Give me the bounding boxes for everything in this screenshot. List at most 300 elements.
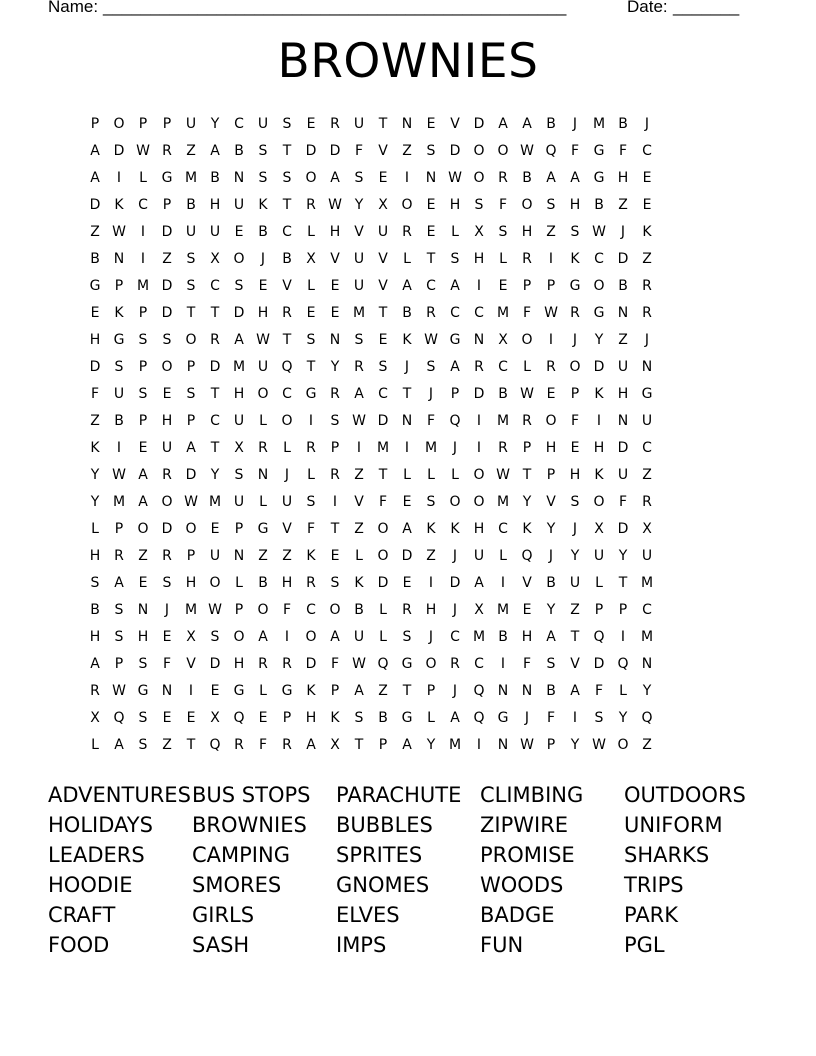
grid-letter: W [496, 467, 510, 483]
grid-letter: E [162, 386, 172, 402]
grid-letter: S [138, 656, 148, 672]
grid-letter: U [209, 548, 221, 564]
grid-letter: R [402, 602, 412, 618]
grid-letter: T [618, 575, 628, 591]
grid-letter: S [90, 575, 100, 591]
grid-letter: M [496, 305, 510, 321]
grid-letter: S [186, 278, 196, 294]
grid-letter: E [162, 710, 172, 726]
grid-letter: S [354, 170, 364, 186]
grid-letter: P [330, 683, 340, 699]
grid-letter: S [138, 710, 148, 726]
grid-letter: T [354, 737, 364, 753]
grid-letter: E [306, 305, 316, 321]
grid-letter: U [233, 197, 245, 213]
grid-letter: W [352, 413, 366, 429]
grid-letter: Z [426, 548, 436, 564]
grid-letter: O [521, 197, 533, 213]
grid-letter: U [473, 548, 485, 564]
grid-letter: N [257, 467, 269, 483]
grid-letter: X [498, 332, 508, 348]
grid-letter: P [546, 467, 556, 483]
word-list-item: PGL [624, 933, 665, 957]
grid-letter: V [354, 224, 364, 240]
grid-letter: K [90, 440, 100, 456]
grid-letter: F [426, 413, 436, 429]
grid-letter: L [403, 251, 411, 267]
grid-letter: Y [330, 359, 340, 375]
grid-letter: J [284, 467, 290, 483]
grid-letter: T [210, 440, 220, 456]
grid-letter: A [402, 737, 412, 753]
grid-letter: T [282, 143, 292, 159]
grid-letter: B [546, 575, 556, 591]
grid-letter: K [450, 521, 460, 537]
grid-letter: E [330, 305, 340, 321]
grid-letter: C [642, 143, 652, 159]
grid-letter: G [113, 332, 125, 348]
grid-letter: E [378, 332, 388, 348]
grid-letter: S [426, 359, 436, 375]
grid-letter: V [570, 656, 580, 672]
grid-letter: H [329, 224, 341, 240]
grid-letter: L [499, 251, 507, 267]
grid-letter: L [259, 413, 267, 429]
grid-letter: S [114, 629, 124, 645]
grid-letter: I [476, 737, 482, 753]
grid-letter: E [306, 116, 316, 132]
grid-letter: Z [642, 251, 652, 267]
grid-letter: V [282, 521, 292, 537]
grid-letter: Q [521, 548, 533, 564]
grid-letter: E [210, 683, 220, 699]
grid-letter: L [259, 683, 267, 699]
grid-letter: D [377, 413, 389, 429]
grid-letter: T [210, 386, 220, 402]
grid-letter: E [498, 278, 508, 294]
grid-letter: R [330, 386, 340, 402]
grid-letter: D [377, 575, 389, 591]
grid-letter: M [592, 116, 606, 132]
grid-letter: R [522, 251, 532, 267]
grid-letter: I [308, 413, 314, 429]
grid-letter: L [379, 629, 387, 645]
grid-letter: A [258, 629, 268, 645]
grid-letter: P [330, 440, 340, 456]
grid-letter: K [354, 575, 364, 591]
grid-row [83, 408, 731, 435]
grid-letter: Z [378, 683, 388, 699]
grid-letter: F [618, 143, 628, 159]
grid-letter: P [138, 116, 148, 132]
grid-letter: P [90, 116, 100, 132]
grid-letter: W [112, 683, 126, 699]
grid-letter: C [306, 602, 316, 618]
grid-letter: S [450, 251, 460, 267]
word-list-item: ADVENTURES [48, 783, 191, 807]
grid-letter: D [449, 143, 461, 159]
grid-letter: C [474, 305, 484, 321]
word-list-item: HOLIDAYS [48, 813, 153, 837]
word-list-item: GNOMES [336, 873, 430, 897]
grid-letter: C [450, 629, 460, 645]
grid-letter: G [401, 710, 413, 726]
word-list-item: BROWNIES [192, 813, 307, 837]
grid-letter: C [282, 386, 292, 402]
grid-letter: E [642, 170, 652, 186]
grid-letter: W [592, 737, 606, 753]
grid-letter: A [402, 521, 412, 537]
grid-letter: U [257, 116, 269, 132]
grid-letter: A [354, 683, 364, 699]
grid-letter: G [305, 386, 317, 402]
grid-letter: X [186, 629, 196, 645]
grid-letter: T [402, 386, 412, 402]
grid-letter: V [330, 251, 340, 267]
grid-letter: Z [258, 548, 268, 564]
word-list-item: FUN [480, 933, 524, 957]
grid-letter: U [617, 359, 629, 375]
grid-letter: H [281, 575, 293, 591]
grid-letter: E [402, 575, 412, 591]
grid-letter: S [498, 224, 508, 240]
grid-letter: O [329, 602, 341, 618]
grid-letter: U [257, 359, 269, 375]
grid-letter: O [425, 656, 437, 672]
grid-letter: L [91, 737, 99, 753]
grid-letter: A [546, 170, 556, 186]
grid-letter: A [90, 143, 100, 159]
grid-letter: Q [593, 629, 605, 645]
grid-letter: N [113, 251, 125, 267]
grid-letter: O [281, 413, 293, 429]
grid-letter: A [570, 170, 580, 186]
grid-letter: R [162, 548, 172, 564]
grid-letter: K [426, 521, 436, 537]
grid-letter: A [306, 737, 316, 753]
grid-letter: R [642, 305, 652, 321]
grid-letter: M [208, 494, 222, 510]
grid-letter: K [258, 197, 268, 213]
grid-letter: O [377, 521, 389, 537]
grid-letter: A [450, 278, 460, 294]
grid-letter: N [617, 305, 629, 321]
grid-letter: P [138, 413, 148, 429]
grid-letter: L [307, 224, 315, 240]
grid-letter: D [449, 575, 461, 591]
grid-row [83, 327, 731, 354]
grid-letter: N [497, 737, 509, 753]
grid-letter: O [257, 386, 269, 402]
grid-letter: H [521, 629, 533, 645]
grid-letter: R [522, 413, 532, 429]
grid-letter: I [428, 575, 434, 591]
grid-letter: L [283, 440, 291, 456]
grid-letter: R [282, 737, 292, 753]
grid-letter: E [258, 710, 268, 726]
grid-letter: X [594, 521, 604, 537]
grid-letter: M [352, 305, 366, 321]
grid-letter: U [353, 116, 365, 132]
grid-letter: P [570, 386, 580, 402]
word-list-item: SASH [192, 933, 250, 957]
page-title: BROWNIES [277, 34, 539, 89]
grid-letter: T [378, 305, 388, 321]
grid-letter: M [496, 494, 510, 510]
grid-letter: I [404, 170, 410, 186]
grid-letter: B [618, 116, 628, 132]
grid-letter: Y [570, 737, 580, 753]
grid-letter: L [91, 521, 99, 537]
grid-letter: D [473, 386, 485, 402]
grid-letter: H [521, 224, 533, 240]
grid-row [83, 246, 731, 273]
grid-letter: H [161, 413, 173, 429]
word-list-item: LEADERS [48, 843, 145, 867]
grid-letter: S [474, 197, 484, 213]
grid-letter: Z [402, 143, 412, 159]
grid-letter: U [209, 224, 221, 240]
grid-letter: C [474, 656, 484, 672]
grid-letter: H [89, 548, 101, 564]
grid-row [83, 273, 731, 300]
grid-letter: G [641, 386, 653, 402]
grid-letter: I [596, 413, 602, 429]
grid-letter: S [258, 143, 268, 159]
grid-letter: I [476, 413, 482, 429]
grid-letter: D [113, 143, 125, 159]
grid-letter: J [404, 359, 410, 375]
grid-letter: I [116, 170, 122, 186]
grid-letter: S [114, 602, 124, 618]
grid-letter: R [498, 170, 508, 186]
grid-letter: A [330, 170, 340, 186]
grid-letter: R [306, 575, 316, 591]
grid-letter: H [569, 197, 581, 213]
grid-letter: V [522, 575, 532, 591]
grid-letter: Q [473, 710, 485, 726]
grid-letter: E [522, 602, 532, 618]
grid-letter: S [258, 170, 268, 186]
word-list-item: SHARKS [624, 843, 710, 867]
grid-letter: J [452, 440, 458, 456]
name-blank: _________________________________________________ [103, 0, 567, 16]
grid-letter: A [90, 170, 100, 186]
grid-letter: E [210, 521, 220, 537]
grid-letter: L [451, 224, 459, 240]
grid-letter: I [620, 629, 626, 645]
grid-letter: O [305, 170, 317, 186]
date-label: Date: [627, 0, 668, 16]
grid-letter: A [522, 116, 532, 132]
grid-letter: F [498, 197, 508, 213]
grid-letter: H [137, 629, 149, 645]
grid-letter: D [185, 467, 197, 483]
grid-letter: B [522, 170, 532, 186]
grid-letter: Y [426, 737, 436, 753]
grid-letter: N [641, 359, 653, 375]
grid-letter: D [305, 143, 317, 159]
word-list-item: TRIPS [624, 873, 684, 897]
grid-letter: C [138, 197, 148, 213]
grid-letter: L [259, 494, 267, 510]
grid-letter: O [473, 494, 485, 510]
grid-letter: S [138, 332, 148, 348]
grid-letter: E [570, 440, 580, 456]
word-list-item: HOODIE [48, 873, 133, 897]
grid-letter: Z [618, 197, 628, 213]
grid-letter: F [90, 386, 100, 402]
grid-letter: W [424, 332, 438, 348]
grid-letter: V [186, 656, 196, 672]
grid-letter: Z [354, 521, 364, 537]
grid-letter: I [332, 494, 338, 510]
grid-letter: Q [617, 656, 629, 672]
grid-letter: R [330, 116, 340, 132]
word-list [48, 780, 768, 960]
grid-letter: U [641, 548, 653, 564]
grid-letter: J [620, 224, 626, 240]
grid-letter: P [114, 656, 124, 672]
grid-letter: S [114, 359, 124, 375]
grid-letter: O [593, 494, 605, 510]
grid-letter: B [618, 278, 628, 294]
grid-letter: U [353, 251, 365, 267]
grid-letter: O [545, 413, 557, 429]
grid-row [83, 300, 731, 327]
grid-row [83, 570, 731, 597]
grid-letter: R [402, 224, 412, 240]
grid-letter: D [161, 521, 173, 537]
word-list-item: BADGE [480, 903, 555, 927]
grid-row [83, 435, 731, 462]
grid-letter: F [330, 656, 340, 672]
grid-letter: R [282, 305, 292, 321]
grid-letter: F [306, 521, 316, 537]
grid-letter: Y [546, 602, 556, 618]
grid-letter: L [523, 359, 531, 375]
grid-letter: H [257, 305, 269, 321]
grid-letter: E [546, 386, 556, 402]
grid-letter: J [548, 548, 554, 564]
grid-letter: X [234, 440, 244, 456]
grid-letter: E [330, 278, 340, 294]
grid-letter: G [593, 143, 605, 159]
grid-letter: Q [233, 710, 245, 726]
grid-letter: D [401, 548, 413, 564]
grid-letter: N [233, 548, 245, 564]
grid-letter: P [114, 521, 124, 537]
grid-letter: Y [618, 710, 628, 726]
grid-letter: A [354, 386, 364, 402]
grid-letter: V [450, 116, 460, 132]
grid-letter: P [618, 602, 628, 618]
grid-letter: P [186, 548, 196, 564]
grid-letter: H [473, 251, 485, 267]
grid-letter: X [474, 224, 484, 240]
grid-letter: A [330, 629, 340, 645]
grid-letter: Z [618, 332, 628, 348]
grid-letter: F [618, 494, 628, 510]
grid-letter: E [162, 629, 172, 645]
grid-letter: Q [281, 359, 293, 375]
grid-letter: S [282, 116, 292, 132]
grid-letter: H [89, 629, 101, 645]
grid-letter: K [114, 305, 124, 321]
grid-letter: J [644, 332, 650, 348]
grid-letter: C [594, 251, 604, 267]
grid-letter: Q [449, 413, 461, 429]
grid-letter: T [186, 305, 196, 321]
word-list-item: SPRITES [336, 843, 423, 867]
grid-letter: T [426, 251, 436, 267]
grid-letter: K [570, 251, 580, 267]
grid-letter: Z [162, 737, 172, 753]
grid-letter: S [402, 629, 412, 645]
grid-letter: B [258, 224, 268, 240]
grid-letter: F [354, 143, 364, 159]
grid-letter: B [90, 251, 100, 267]
grid-letter: R [306, 440, 316, 456]
grid-letter: H [425, 602, 437, 618]
grid-letter: R [90, 683, 100, 699]
grid-letter: Y [210, 467, 220, 483]
grid-letter: I [404, 440, 410, 456]
grid-letter: O [185, 521, 197, 537]
grid-row [83, 489, 731, 516]
grid-letter: J [452, 602, 458, 618]
grid-letter: J [452, 683, 458, 699]
grid-letter: Q [113, 710, 125, 726]
grid-letter: D [89, 197, 101, 213]
grid-letter: R [426, 305, 436, 321]
grid-letter: G [401, 656, 413, 672]
grid-letter: G [281, 683, 293, 699]
grid-letter: G [569, 278, 581, 294]
grid-letter: E [426, 224, 436, 240]
grid-letter: R [234, 737, 244, 753]
grid-letter: Y [642, 683, 652, 699]
grid-letter: M [472, 629, 486, 645]
grid-row [83, 138, 731, 165]
grid-letter: B [354, 602, 364, 618]
word-list-item: PARACHUTE [336, 783, 462, 807]
grid-letter: U [593, 548, 605, 564]
grid-letter: J [428, 629, 434, 645]
grid-letter: S [426, 494, 436, 510]
grid-letter: M [112, 494, 126, 510]
grid-letter: S [234, 467, 244, 483]
grid-letter: I [500, 656, 506, 672]
grid-row [83, 732, 731, 759]
grid-letter: Q [209, 737, 221, 753]
grid-letter: B [234, 143, 244, 159]
grid-letter: B [546, 683, 556, 699]
name-label: Name: [48, 0, 99, 16]
grid-letter: Z [90, 413, 100, 429]
grid-letter: S [354, 332, 364, 348]
grid-letter: D [161, 278, 173, 294]
grid-letter: R [570, 305, 580, 321]
word-list-item: UNIFORM [624, 813, 723, 837]
grid-letter: S [330, 575, 340, 591]
grid-letter: L [451, 467, 459, 483]
grid-letter: V [354, 494, 364, 510]
grid-letter: S [282, 170, 292, 186]
grid-letter: R [450, 656, 460, 672]
grid-letter: J [524, 710, 530, 726]
grid-letter: S [162, 575, 172, 591]
